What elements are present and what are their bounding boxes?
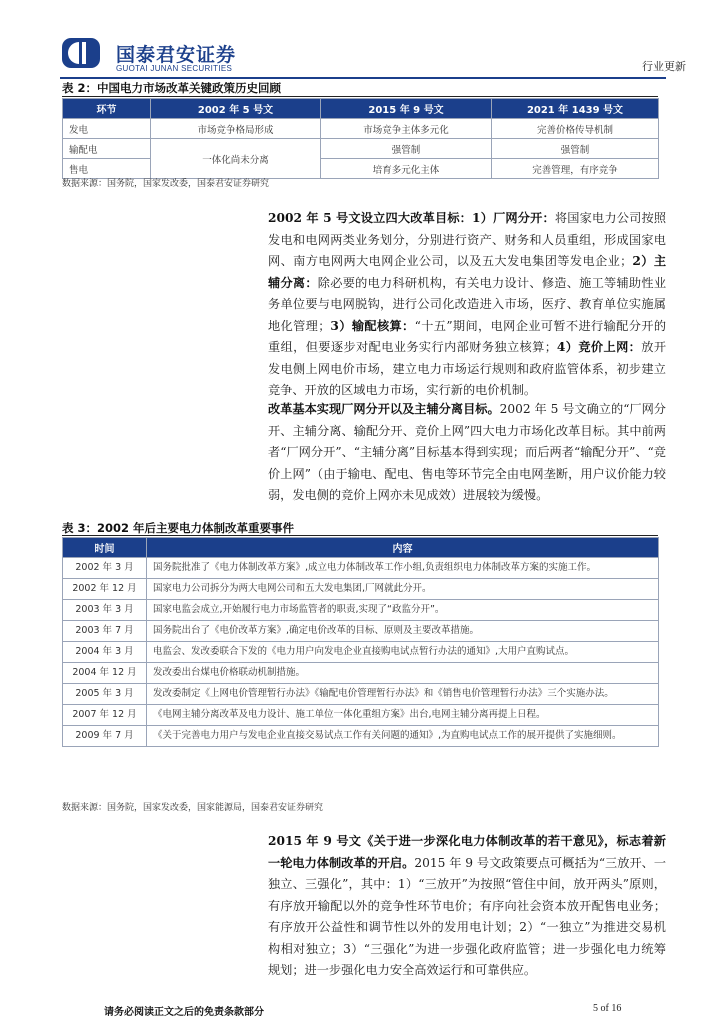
table-row (63, 642, 659, 663)
table2-source: 数据来源：国务院，国家发改委，国家能源局，国泰君安证券研究 (62, 803, 324, 813)
table1-caption-rule (62, 96, 658, 97)
event-date: 2002 年 3 月 (63, 558, 147, 579)
table-row (63, 558, 659, 579)
table-header-cell: 2021 年 1439 号文 (492, 99, 659, 119)
table-header-cell: 环节 (63, 99, 151, 119)
table-row (63, 621, 659, 642)
paragraph-2015-reform (268, 831, 666, 982)
para3-text: 2015 年 9 号文政策要点可概括为“三放开、一独立、三强化”，其中：1）“三放开”为按照“管住中间，放开两头”原则，有序放开输配以外的竞争性环节电价；有序向社会资本放开配售电业务；有序放开公益性和调节性以外的发用电计划；2）“一独立”为推进交易机构相对独立；3）“三强化”为进一步强化政府监管；进一步强化电力统筹规划；进一步强化电力安全高效运行和可靠供应。 (268, 855, 667, 977)
event-date: 2002 年 12 月 (63, 579, 147, 600)
para1-heading: 4）竞价上网： (556, 340, 642, 354)
table2-caption: 表 3：2002 年后主要电力体制改革重要事件 (62, 521, 295, 535)
para1-heading: 2）主辅分离： (268, 254, 667, 290)
event-content: 发改委出台煤电价格联动机制措施。 (147, 663, 659, 684)
report-type: 行业更新 (642, 60, 686, 73)
table-header-cell: 2002 年 5 号文 (151, 99, 321, 119)
table1-caption: 表 2：中国电力市场改革关键政策历史回顾 (62, 81, 282, 95)
table-row (63, 726, 659, 747)
event-date: 2007 年 12 月 (63, 705, 147, 726)
event-content: 国家电力公司拆分为两大电网公司和五大发电集团,厂网就此分开。 (147, 579, 659, 600)
table-row (63, 119, 659, 139)
event-content: 电监会、发改委联合下发的《电力用户向发电企业直接购电试点暂行办法的通知》,大用户直购试点。 (147, 642, 659, 663)
company-logo-icon (62, 38, 100, 68)
policy-table (62, 98, 659, 179)
table-cell: 输配电 (63, 139, 151, 159)
brand-name: 国泰君安证券 (116, 44, 237, 66)
table-row (63, 579, 659, 600)
event-date: 2009 年 7 月 (63, 726, 147, 747)
table-cell: 市场竞争格局形成 (151, 119, 321, 139)
header-rule (60, 77, 666, 79)
table-row (63, 663, 659, 684)
para1-lead: 2002 年 5 号文设立四大改革目标：1）厂网分开： (268, 211, 555, 225)
paragraph-reform-progress (268, 399, 666, 507)
para2-lead: 改革基本实现厂网分开以及主辅分离目标。 (268, 402, 500, 416)
table1-source: 数据来源：国务院，国家发改委，国泰君安证券研究 (62, 179, 270, 189)
table-cell: 市场竞争主体多元化 (321, 119, 492, 139)
table-row (63, 705, 659, 726)
paragraph-2002-goals (268, 208, 666, 402)
event-content: 发改委制定《上网电价管理暂行办法》《输配电价管理暂行办法》和《销售电价管理暂行办法》三个实施办法。 (147, 684, 659, 705)
event-date: 2004 年 12 月 (63, 663, 147, 684)
para1-text: 将国家电力公司按照发电和电网两类业务划分，分别进行资产、财务和人员重组，形成国家电网、南方电网两大电网企业公司，以及五大发电集团等发电企业； (268, 211, 667, 268)
table-cell: 强管制 (492, 139, 659, 159)
table-row (63, 600, 659, 621)
table-header-cell: 内容 (147, 538, 659, 558)
table-row (63, 139, 659, 159)
event-date: 2004 年 3 月 (63, 642, 147, 663)
table-cell: 完善管理，有序竞争 (492, 159, 659, 179)
table-cell: 培育多元化主体 (321, 159, 492, 179)
page-number: 5 of 16 (593, 1003, 622, 1014)
table-header-row (63, 538, 659, 558)
para3-lead: 2015 年 9 号文《关于进一步深化电力体制改革的若干意见》，标志着新一轮电力体制改革的开启。 (268, 834, 666, 870)
para1-text: 放开发电侧上网电价市场，建立电力市场运行规则和政府监管体系，初步建立竞争、开放的区域电力市场，实行新的电价机制。 (268, 340, 667, 397)
event-content: 国务院批准了《电力体制改革方案》,成立电力体制改革工作小组,负责组织电力体制改革方案的实施工作。 (147, 558, 659, 579)
table-cell: 一体化尚未分离 (151, 139, 321, 179)
table2-caption-rule (62, 535, 658, 536)
para1-text: 除必要的电力科研机构，有关电力设计、修造、施工等辅助性业务单位要与电网脱钩，进行公司化改造进入市场，医疗、教育单位实施属地化管理； (268, 275, 667, 333)
table-cell: 强管制 (321, 139, 492, 159)
table-cell: 发电 (63, 119, 151, 139)
events-table (62, 537, 659, 747)
table-header-cell: 时间 (63, 538, 147, 558)
table-header-cell: 2015 年 9 号文 (321, 99, 492, 119)
event-date: 2003 年 3 月 (63, 600, 147, 621)
table-cell: 售电 (63, 159, 151, 179)
brand-name-en: GUOTAI JUNAN SECURITIES (116, 64, 233, 73)
table-row (63, 684, 659, 705)
para1-heading: 3）输配核算： (330, 318, 415, 333)
footer-disclaimer: 请务必阅读正文之后的免责条款部分 (104, 1007, 264, 1018)
para2-text: 2002 年 5 号文确立的“厂网分开、主辅分离、输配分开、竞价上网”四大电力市场化改革目标。其中前两者“厂网分开”、“主辅分离”目标基本得到实现；而后两者“输配分开”、“竞价上网”（由于输电、配电、售电等环节完全由电网垄断，用户议价能力较弱，发电侧的竞价上网亦未见成效）进展较为缓慢。 (268, 402, 666, 502)
para1-text: “十五”期间，电网企业可暂不进行输配分开的重组，但要逐步对配电业务实行内部财务独立核算； (268, 318, 667, 354)
event-date: 2005 年 3 月 (63, 684, 147, 705)
event-date: 2003 年 7 月 (63, 621, 147, 642)
event-content: 《关于完善电力用户与发电企业直接交易试点工作有关问题的通知》,为直购电试点工作的展开提供了实施细则。 (147, 726, 659, 747)
table-header-row (63, 99, 659, 119)
table-cell: 完善价格传导机制 (492, 119, 659, 139)
event-content: 国家电监会成立,开始履行电力市场监管者的职责,实现了“政监分开”。 (147, 600, 659, 621)
event-content: 《电网主辅分离改革及电力设计、施工单位一体化重组方案》出台,电网主辅分离再提上日程。 (147, 705, 659, 726)
event-content: 国务院出台了《电价改革方案》,确定电价改革的目标、原则及主要改革措施。 (147, 621, 659, 642)
